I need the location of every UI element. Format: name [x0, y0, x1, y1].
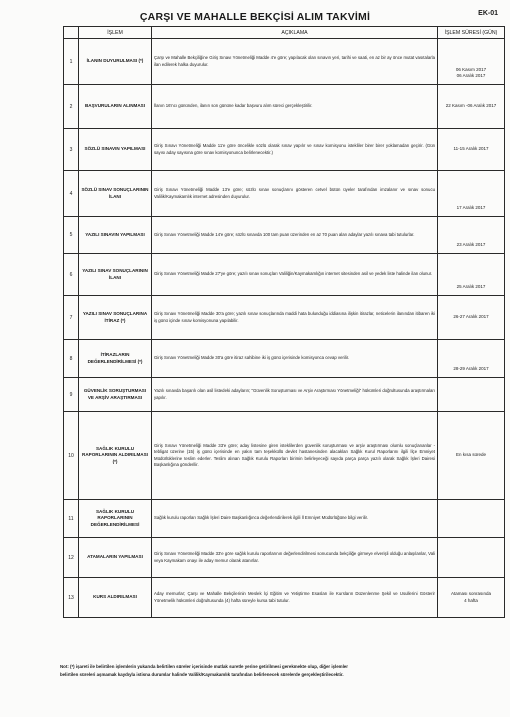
- table-row: [64, 129, 505, 171]
- row-duration: 26-27 Aralık 2017: [438, 296, 505, 340]
- row-step: GÜVENLİK SORUŞTURMASI VE ARŞİV ARAŞTIRMASI: [79, 378, 152, 412]
- table-body: [64, 39, 505, 618]
- row-description: Sağlık kurulu raporları Sağlık İşleri Daire Başkanlığınca değerlendirilerek ilgili İl Emniyet Müdürlüğüne bilgi verilir.: [152, 500, 438, 538]
- row-number: 6: [64, 254, 79, 296]
- table-row: [64, 378, 505, 412]
- row-number: 8: [64, 340, 79, 378]
- table-row: [64, 217, 505, 254]
- table-row: [64, 538, 505, 578]
- row-number: 3: [64, 129, 79, 171]
- row-duration: 11-15 Aralık 2017: [438, 129, 505, 171]
- document-code: EK-01: [478, 10, 498, 17]
- table-row: [64, 412, 505, 500]
- row-description: Çarşı ve Mahalle Bekçiliğine Giriş Sınavı Yönetmeliği Madde 4'e göre; yapılacak olan sınavın yeri, tarihi ve saati, en az bir ay önce mutat vasıtalarla ilan edilerek halka duyurulur.: [152, 39, 438, 85]
- row-step: ATAMALARIN YAPILMASI: [79, 538, 152, 578]
- schedule-table: [63, 26, 505, 618]
- row-duration: [438, 500, 505, 538]
- row-description: Giriş Sınavı Yönetmeliği Madde 33'e göre sağlık kurulu raporlarının değerlendirilmesi sonucunda bekçiliğe girmeye elverişli olduğu anlaşılanlar, Vali veya Kaymakam onayı ile aday memur olarak atanırlar.: [152, 538, 438, 578]
- row-step: İLANIN DUYURULMASI (*): [79, 39, 152, 85]
- row-duration: 23 Aralık 2017: [438, 217, 505, 254]
- row-description: Giriş Sınavı Yönetmeliği Madde 14'e göre; sözlü sınavda 100 tam puan üzerinden en az 70 puan alan adaylar yazılı sınava tabi tutulurlar.: [152, 217, 438, 254]
- header-number: [64, 27, 79, 39]
- row-duration: Ataması sonrasında 4 hafta: [438, 578, 505, 618]
- row-description: İlanın 16'ncı gününden, ilanın son gününe kadar başvuru alım süreci gerçekleştirilir.: [152, 85, 438, 129]
- row-step: SÖZLÜ SINAVIN YAPILMASI: [79, 129, 152, 171]
- row-description: Giriş Sınavı Yönetmeliği Madde 11'e göre öncelikle sözlü olarak sınav yapılır ve sınav komisyonu istekliler birer birer yoklamadan geçirir. (Gün sayısı aday sayısına göre sınav komisyonunca belirlenecektir.): [152, 129, 438, 171]
- row-duration: [438, 378, 505, 412]
- row-number: 11: [64, 500, 79, 538]
- footnote-line-1: Not: (*) işareti ile belirtilen işlemlerin yukarıda belirtilen süreler içerisinde mutlak suretle yerine getirilmesi gerekmekte olup, diğer işlemler: [60, 664, 348, 669]
- table-header-row: [64, 27, 505, 39]
- row-step: SÖZLÜ SINAV SONUÇLARININ İLANI: [79, 171, 152, 217]
- footnote-line-2: belirtilen süreleri aşmamak kaydıyla istisna durumlar halinde Valilik/Kaymakamlık tarafından belirlenecek sürelerde gerçekleştirilecektir.: [60, 672, 344, 678]
- row-step: YAZILI SINAV SONUÇLARININ İLANI: [79, 254, 152, 296]
- table-row: [64, 500, 505, 538]
- row-number: 12: [64, 538, 79, 578]
- table-row: [64, 578, 505, 618]
- row-description: Giriş Sınavı Yönetmeliği Madde 30'a göre itiraz sahibine iki iş günü içerisinde komisyonca cevap verilir.: [152, 340, 438, 378]
- row-number: 4: [64, 171, 79, 217]
- row-step: YAZILI SINAV SONUÇLARINA İTİRAZ (*): [79, 296, 152, 340]
- row-duration: [438, 538, 505, 578]
- row-duration: En kısa sürede: [438, 412, 505, 500]
- table-row: [64, 39, 505, 85]
- row-duration: 28-29 Aralık 2017: [438, 340, 505, 378]
- row-number: 10: [64, 412, 79, 500]
- row-step: KURS ALDIRILMASI: [79, 578, 152, 618]
- row-number: 7: [64, 296, 79, 340]
- table-row: [64, 254, 505, 296]
- row-number: 1: [64, 39, 79, 85]
- row-description: Giriş Sınavı Yönetmeliği Madde 30'a göre; yazılı sınav sonuçlarında maddi hata bulunduğu iddiasına ilişkin itirazlar, neticelerin ilanından itibaren iki iş günü içinde sınav komisyonuna yapılabilir.: [152, 296, 438, 340]
- row-number: 13: [64, 578, 79, 618]
- row-number: 9: [64, 378, 79, 412]
- row-description: Giriş Sınavı Yönetmeliği Madde 33'e göre; aday listesine giren isteklilerden güvenlik soruşturması ve arşiv araştırması olumlu sonuçlananlar - tebligat üzerine (15) iş günü içerisinde en yakın tam teşekküllü devlet hastanesinden alacakları Sağlık Kurul Raporlarını ilgili İlçe Emniyet Müdürlüklerine teslim ederler. Teslim alınan Sağlık Kurulu Raporları birimin belirleyeceği sayıda parça parça yazılı olarak Sağlık İşleri Dairesi Başkanlığına gönderilir.: [152, 412, 438, 500]
- row-step: İTİRAZLARIN DEĞERLENDİRİLMESİ (*): [79, 340, 152, 378]
- table-row: [64, 85, 505, 129]
- row-duration: 25 Aralık 2017: [438, 254, 505, 296]
- table-row: [64, 340, 505, 378]
- header-step: İŞLEM: [79, 27, 152, 39]
- row-step: SAĞLIK KURULU RAPORLARININ DEĞERLENDİRİLMESİ: [79, 500, 152, 538]
- row-step: BAŞVURULARIN ALINMASI: [79, 85, 152, 129]
- row-duration: 06 Kasım 2017 06 Aralık 2017: [438, 39, 505, 85]
- row-number: 5: [64, 217, 79, 254]
- row-description: Giriş Sınavı Yönetmeliği Madde 27'ye göre; yazılı sınav sonuçları Valiliğin/Kaymakamlığın internet sitesinden asil ve yedek liste halinde ilan olunur.: [152, 254, 438, 296]
- header-description: AÇIKLAMA: [152, 27, 438, 39]
- row-description: Giriş Sınavı Yönetmeliği Madde 13'e göre; sözlü sınav sonuçlarını gösteren cetvel bütün üyeler tarafından imzalanır ve sınav sonucu Valilik/Kaymakamlık internet adresinden duyurulur.: [152, 171, 438, 217]
- row-description: Aday memurlar; Çarşı ve Mahalle Bekçilerinin Meslek İçi Eğitim ve Yetiştirme Esasları ile Kursların Düzenlenme Şekil ve Usullerini Gösterir Yönetmelik hükümleri doğrultusunda (4) hafta süreyle kursa tabi tutulur.: [152, 578, 438, 618]
- row-number: 2: [64, 85, 79, 129]
- document-title: ÇARŞI VE MAHALLE BEKÇİSİ ALIM TAKVİMİ: [139, 11, 371, 23]
- footnote: [60, 663, 506, 680]
- row-duration: 17 Aralık 2017: [438, 171, 505, 217]
- header-duration: İŞLEM SÜRESİ (GÜN): [438, 27, 505, 39]
- row-step: YAZILI SINAVIN YAPILMASI: [79, 217, 152, 254]
- row-description: Yazılı sınavda başarılı olan asil listedeki adayların; "Güvenlik Soruşturması ve Arşiv Araştırması Yönetmeliği" hükümleri doğrultusunda araştırmaları yapılır.: [152, 378, 438, 412]
- table-row: [64, 296, 505, 340]
- row-duration: 22 Kasım -06 Aralık 2017: [438, 85, 505, 129]
- row-step: SAĞLIK KURULU RAPORLARININ ALDIRILMASI (*): [79, 412, 152, 500]
- table-row: [64, 171, 505, 217]
